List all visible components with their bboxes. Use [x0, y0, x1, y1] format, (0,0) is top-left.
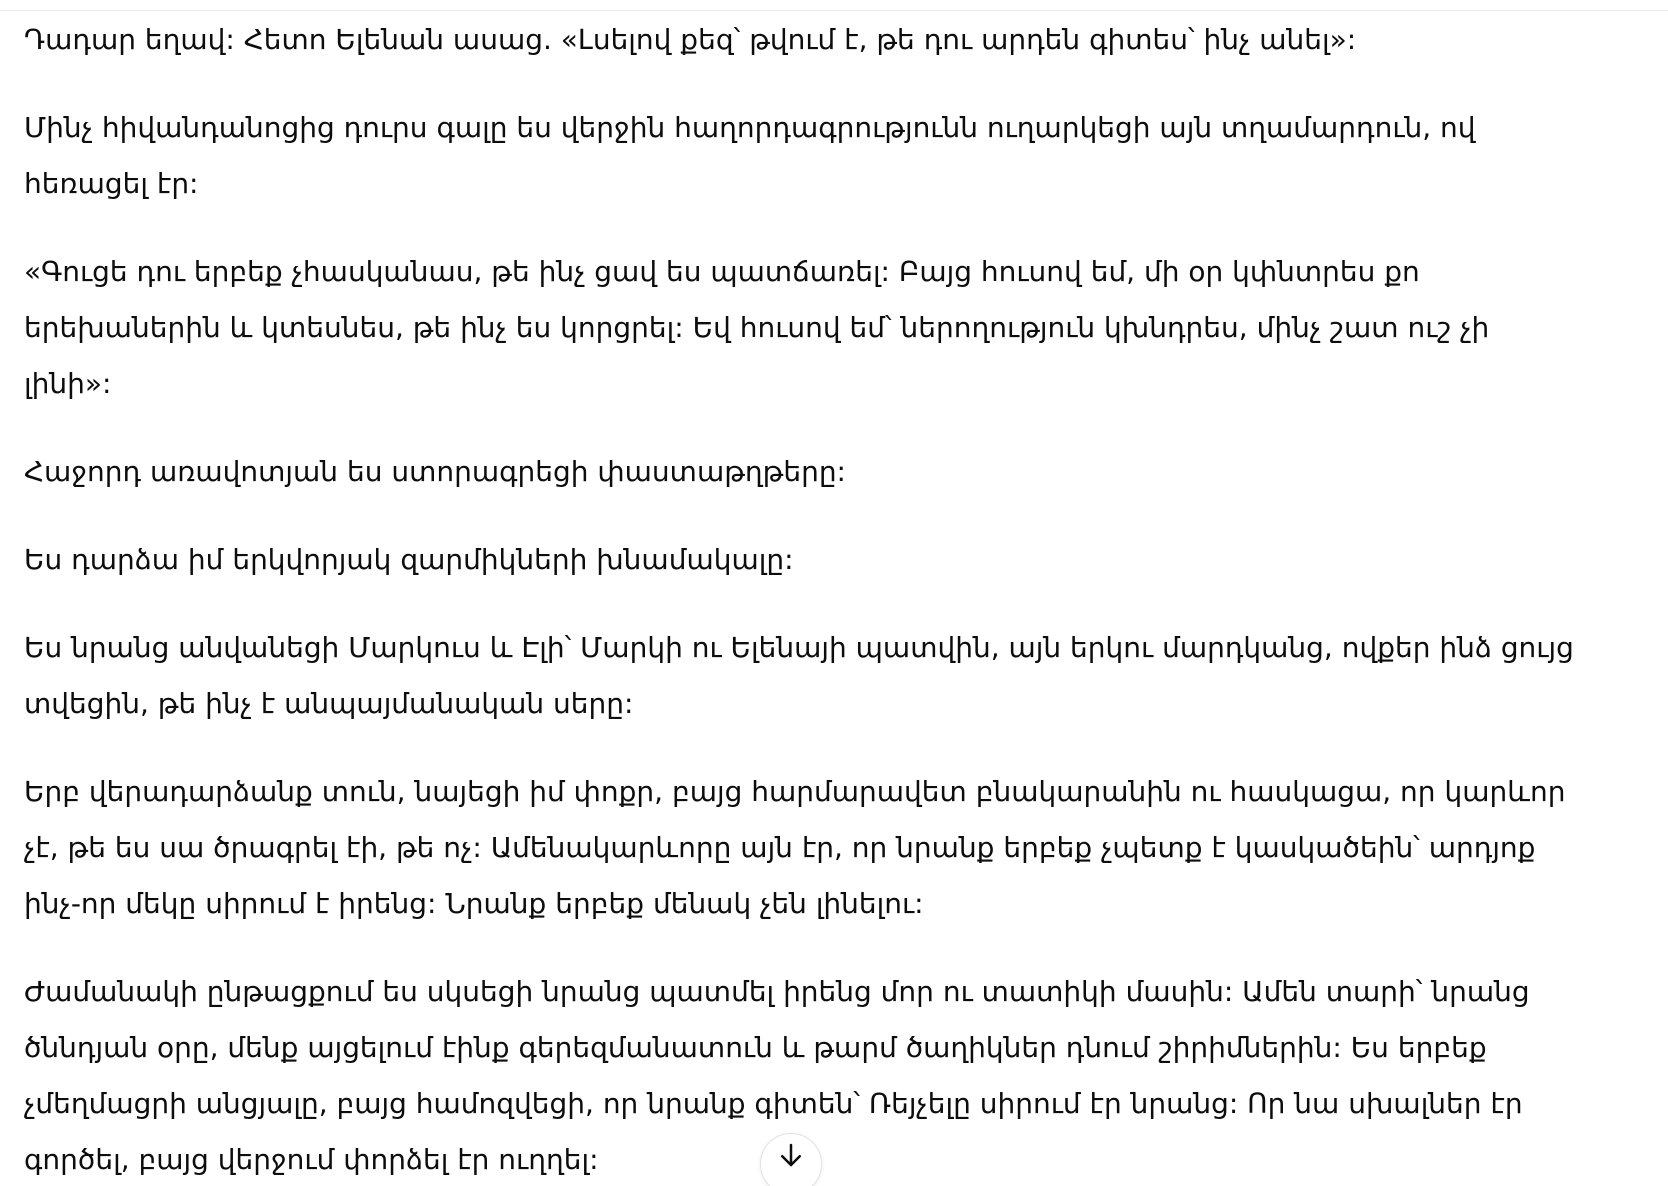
- message-paragraph: Ժամանակի ընթացքում ես սկսեցի նրանց պատմել իրենց մոր ու տատիկի մասին: Ամեն տարի՝ նրանց ծննդյան օրը, մենք այցելում էինք գերեզմանատուն և թարմ ծաղիկներ դնում շիրիմներին: Ես երբեք չմեղմացրի անցյալը, բայց համոզվեցի, որ նրանք գիտեն՝ Ռեյչելը սիրում էր նրանց: Որ նա սխալներ էր գործել, բայց վերջում փորձել էր ուղղել:: [24, 975, 1530, 1176]
- message-paragraph: Հաջորդ առավոտյան ես ստորագրեցի փաստաթղթերը:: [24, 455, 846, 488]
- message-paragraph: Ես նրանց անվանեցի Մարկուս և Էլի՝ Մարկի ու Ելենայի պատվին, այն երկու մարդկանց, ովքեր ինձ ցույց տվեցին, թե ինչ է անպայմանական սերը:: [24, 631, 1574, 720]
- message-paragraph: Երբ վերադարձանք տուն, նայեցի իմ փոքր, բայց հարմարավետ բնակարանին ու հասկացա, որ կարևոր չէ, թե ես սա ծրագրել էի, թե ոչ: Ամենակարևորը այն էր, որ նրանք երբեք չպետք է կասկածեին՝ արդյոք ինչ-որ մեկը սիրում է իրենց: Նրանք երբեք մենակ չեն լինելու:: [24, 775, 1566, 920]
- message-paragraph: «Գուցե դու երբեք չհասկանաս, թե ինչ ցավ ես պատճառել: Բայց հուսով եմ, մի օր կփնտրես քո երեխաներին և կտեսնես, թե ինչ ես կորցրել: Եվ հուսով եմ՝ ներողություն կխնդրես, մինչ շատ ուշ չի լինի»:: [24, 255, 1490, 400]
- message-content: [24, 12, 1584, 1186]
- message-paragraph: Մինչ հիվանդանոցից դուրս գալը ես վերջին հաղորդագրությունն ուղարկեցի այն տղամարդուն, ով հեռացել էր:: [24, 111, 1476, 200]
- top-divider: [0, 10, 1668, 11]
- message-paragraph: Դադար եղավ: Հետո Ելենան ասաց. «Լսելով քեզ՝ թվում է, թե դու արդեն գիտես՝ ինչ անել»:: [24, 23, 1357, 56]
- scroll-to-bottom-button[interactable]: [760, 1133, 822, 1186]
- arrow-down-icon: [776, 1154, 806, 1174]
- message-paragraph: Ես դարձա իմ երկվորյակ զարմիկների խնամակալը:: [24, 543, 794, 576]
